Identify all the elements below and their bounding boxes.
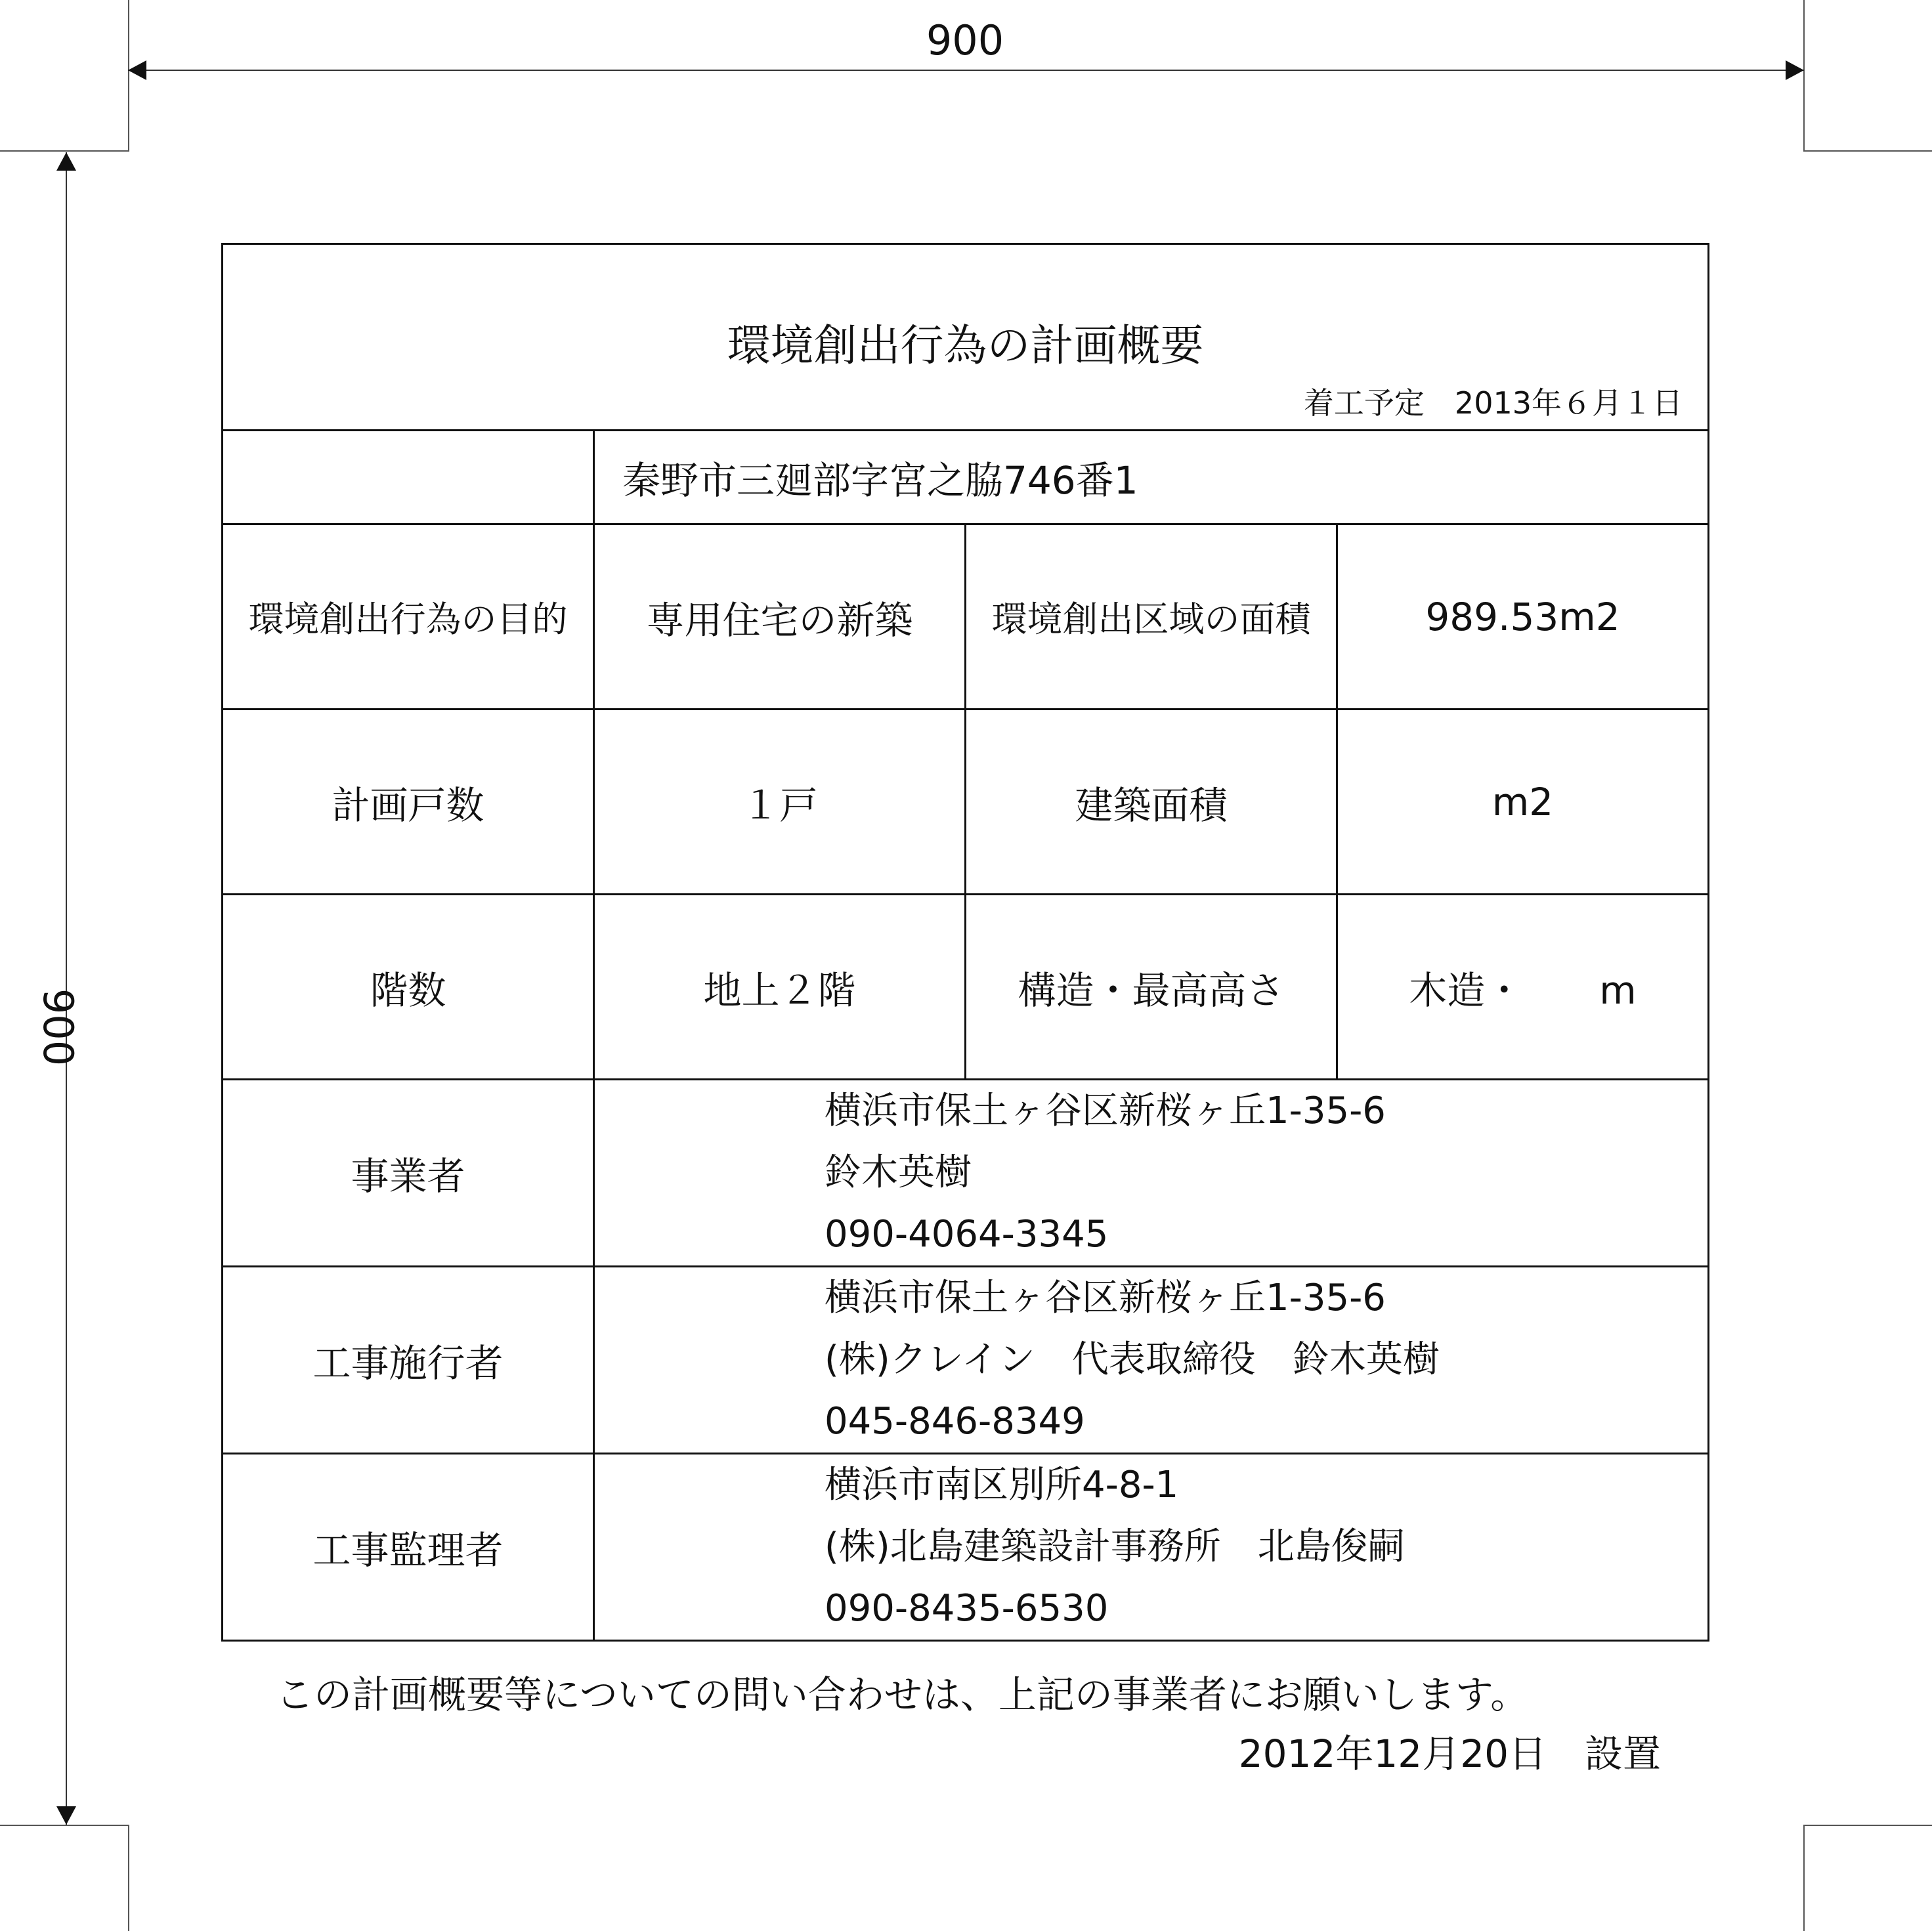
crop-mark-bottom-right-h [1803,1825,1932,1826]
arrow-right-icon [1786,60,1804,80]
building-area-label: 建築面積 [966,710,1337,895]
supervisor-name: (株)北島建築設計事務所 北島俊嗣 [825,1525,1405,1568]
contractor-phone: 045-846-8349 [825,1400,1085,1443]
inquiry-note: この計画概要等についての問い合わせは、上記の事業者にお願いします。 [276,1672,1529,1717]
operator-phone: 090-4064-3345 [825,1213,1109,1256]
crop-mark-top-right-h [1803,150,1932,152]
title-cell [223,244,1709,431]
operator-details [594,1080,1709,1267]
crop-mark-bottom-right-v [1803,1825,1805,1931]
arrow-up-icon [56,152,76,171]
purpose-label: 環境創出行為の目的 [223,524,594,710]
construction-start-date: 着工予定 2013年６月１日 [1303,385,1683,421]
structure-value: 木造・ m [1337,895,1709,1080]
crop-mark-bottom-left-v [128,1825,129,1931]
installation-date: 2012年12月20日 設置 [1238,1731,1661,1776]
floors-label: 階数 [223,895,594,1080]
supervisor-address: 横浜市南区別所4-8-1 [825,1464,1179,1506]
sign-title: 環境創出行為の計画概要 [727,320,1204,371]
contractor-address: 横浜市保土ヶ谷区新桜ヶ丘1-35-6 [825,1277,1386,1319]
units-value: １戸 [594,710,966,895]
units-label: 計画戸数 [223,710,594,895]
height-dimension-label: 900 [34,988,82,1067]
structure-label: 構造・最高高さ [966,895,1337,1080]
plan-summary-table [221,243,1709,1642]
contractor-name: (株)クレイン 代表取締役 鈴木英樹 [825,1338,1440,1381]
operator-address: 横浜市保土ヶ谷区新桜ヶ丘1-35-6 [825,1090,1386,1132]
width-dimension-label: 900 [926,16,1004,64]
building-area-value: m2 [1337,710,1709,895]
site-address: 秦野市三廻部字宮之脇746番1 [594,431,1709,524]
supervisor-details [594,1454,1709,1641]
address-label-cell [223,431,594,524]
arrow-down-icon [56,1806,76,1825]
width-dimension-line [128,70,1804,71]
crop-mark-bottom-left-h [0,1825,129,1826]
arrow-left-icon [128,60,146,80]
area-value: 989.53m2 [1337,524,1709,710]
contractor-details [594,1267,1709,1454]
contractor-label: 工事施行者 [223,1267,594,1454]
operator-name: 鈴木英樹 [825,1151,972,1194]
supervisor-phone: 090-8435-6530 [825,1587,1109,1630]
crop-mark-top-left-h [0,150,129,152]
area-label: 環境創出区域の面積 [966,524,1337,710]
supervisor-label: 工事監理者 [223,1454,594,1641]
purpose-value: 専用住宅の新築 [594,524,966,710]
operator-label: 事業者 [223,1080,594,1267]
floors-value: 地上２階 [594,895,966,1080]
